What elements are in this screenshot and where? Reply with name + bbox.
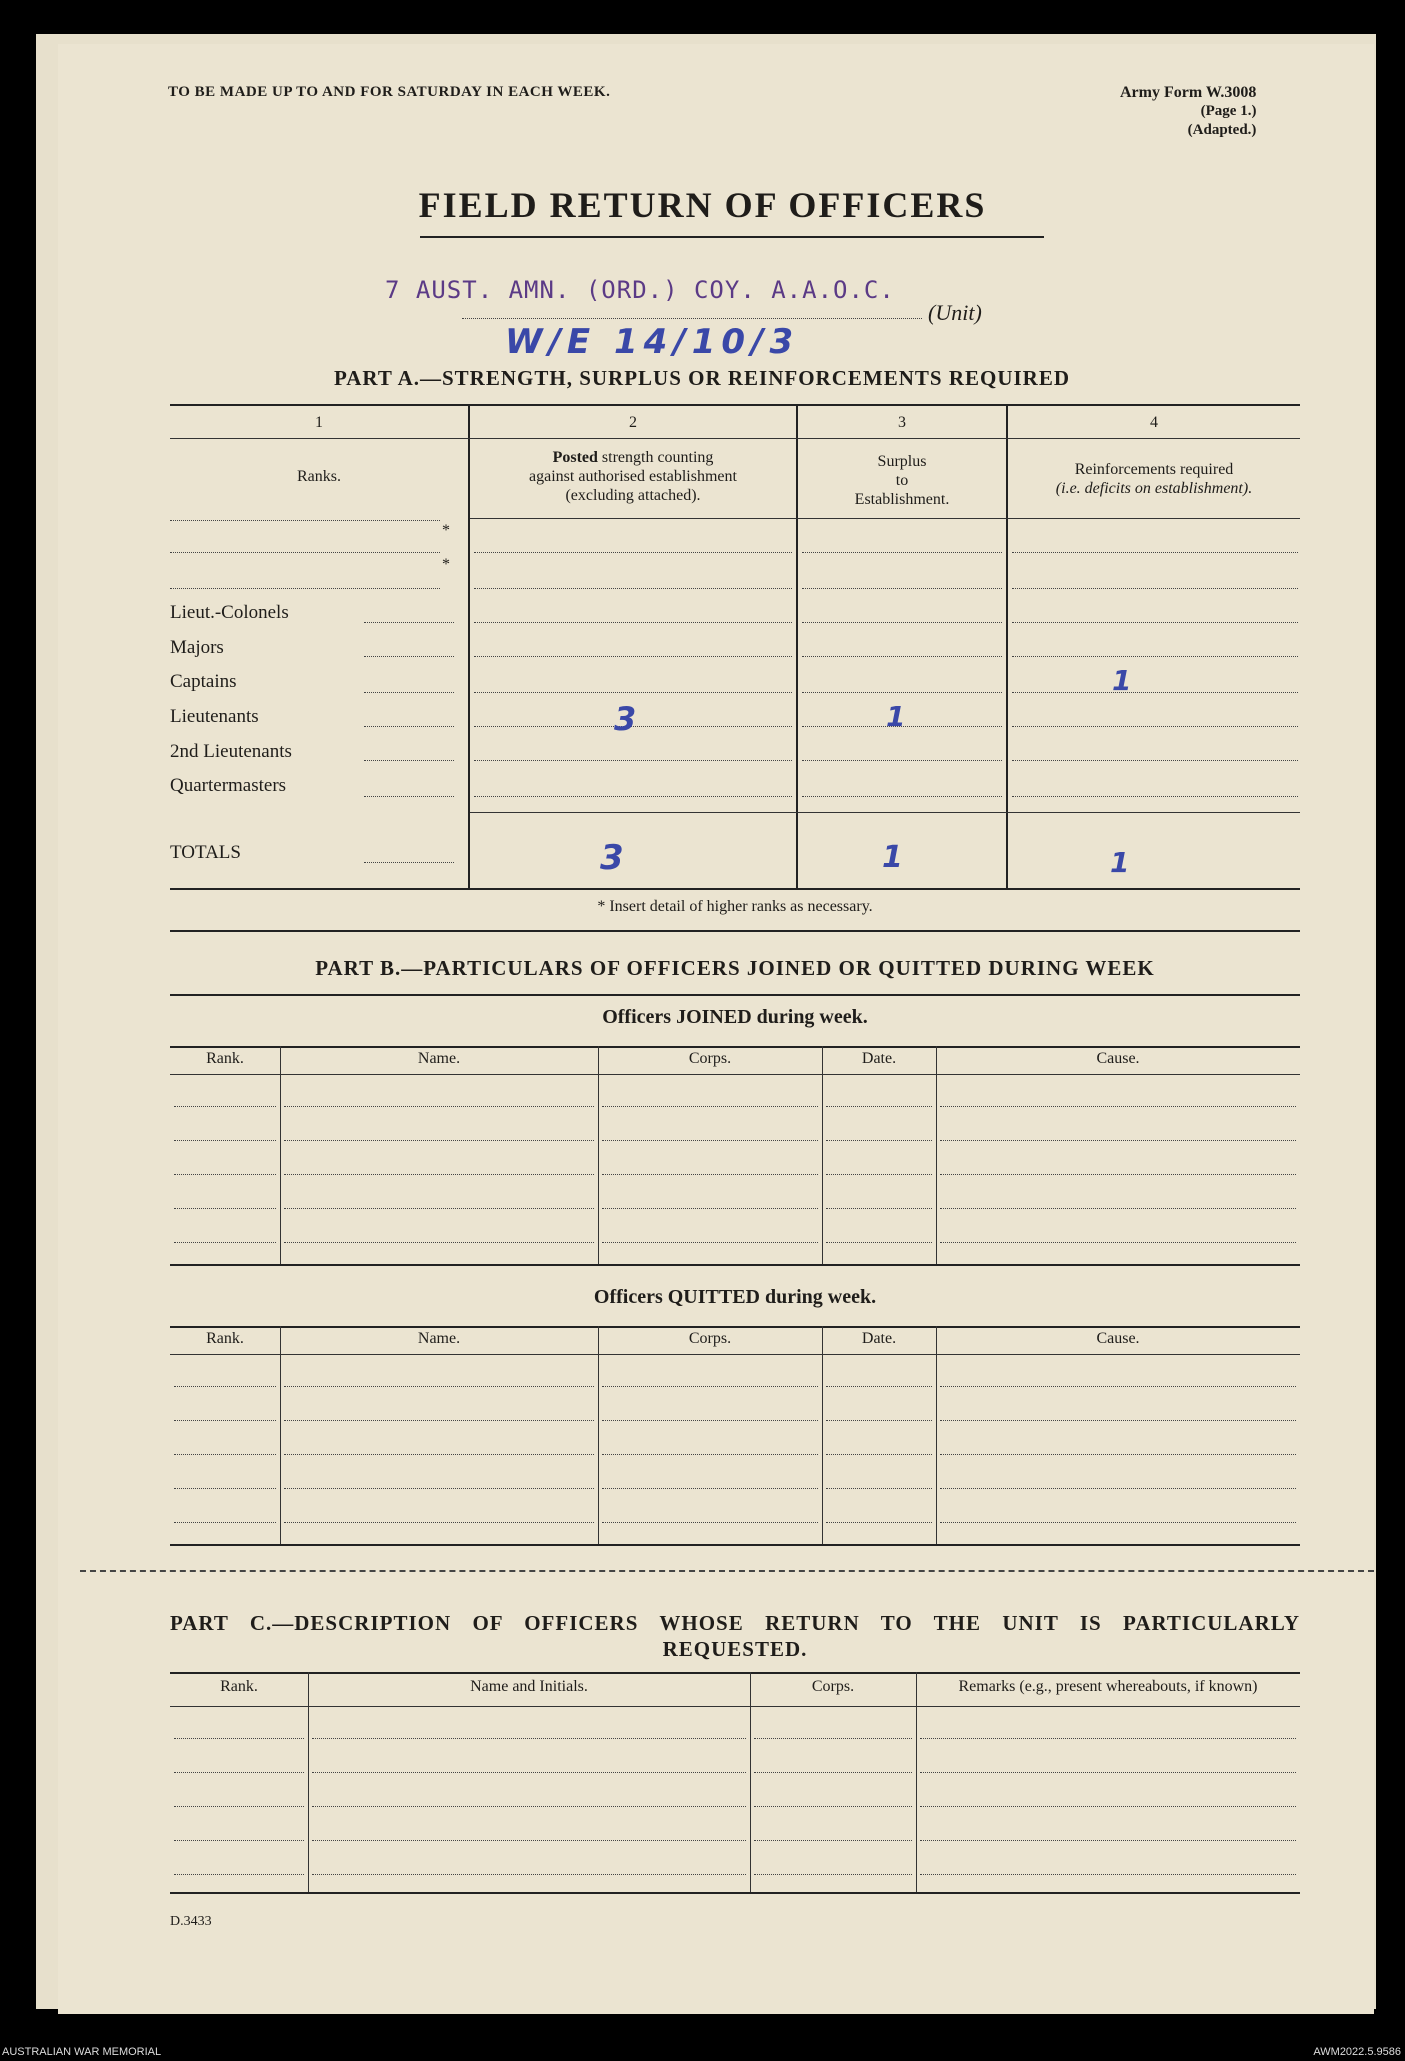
table-dotted-line [602, 1208, 818, 1209]
rank-lieut-colonels: Lieut.-Colonels [170, 602, 289, 623]
posted-dotted-line [802, 656, 1002, 657]
table-dotted-line [312, 1772, 746, 1773]
table-dotted-line [284, 1106, 594, 1107]
cut-line [80, 1570, 1374, 1572]
table-dotted-line [602, 1106, 818, 1107]
table-header-rule [170, 1354, 1300, 1355]
posted-dotted-line [1012, 622, 1298, 623]
posted-dotted-line [802, 588, 1002, 589]
table-dotted-line [754, 1738, 912, 1739]
unit-stamp: 7 AUST. AMN. (ORD.) COY. A.A.O.C. [385, 276, 895, 304]
table-dotted-line [940, 1208, 1296, 1209]
posted-dotted-line [474, 552, 792, 553]
table-dotted-line [920, 1840, 1296, 1841]
table-dotted-line [174, 1140, 276, 1141]
table-dotted-line [174, 1488, 276, 1489]
rank-dotted-line [170, 552, 440, 553]
col-number: 3 [898, 414, 906, 431]
table-dotted-line [826, 1420, 932, 1421]
quitted-table-bottom-rule [170, 1544, 1300, 1546]
table-dotted-line [940, 1420, 1296, 1421]
table-dotted-line [826, 1208, 932, 1209]
rank-leader-dots [364, 692, 454, 693]
table-column-divider [822, 1326, 823, 1544]
table-dotted-line [174, 1874, 304, 1875]
table-column-divider [280, 1326, 281, 1544]
col-header-reinforcements: Reinforcements required (i.e. deficits on establishment). [1055, 461, 1253, 497]
table-dotted-line [312, 1738, 746, 1739]
table-dotted-line [312, 1874, 746, 1875]
part-b-top-rule [170, 994, 1300, 996]
table-dotted-line [754, 1806, 912, 1807]
instruction-text: TO BE MADE UP TO AND FOR SATURDAY IN EACH WEEK. [168, 84, 611, 100]
table-column-divider [916, 1672, 917, 1892]
rank-leader-dots [364, 656, 454, 657]
star-marker: * [442, 556, 450, 573]
page-title: FIELD RETURN OF OFFICERS [418, 185, 987, 225]
col-header-ranks: Ranks. [297, 468, 341, 485]
totals-surplus-value: 1 [882, 840, 903, 875]
col-header-rank: Rank. [206, 1330, 244, 1347]
table-dotted-line [284, 1242, 594, 1243]
col-header-name: Name. [417, 1330, 461, 1347]
table-dotted-line [174, 1454, 276, 1455]
credit-right: AWM2022.5.9586 [1313, 2046, 1401, 2058]
unit-label: (Unit) [928, 300, 982, 325]
posted-dotted-line [474, 656, 792, 657]
posted-dotted-line [474, 622, 792, 623]
posted-dotted-line [1012, 692, 1298, 693]
col-header-date: Date. [861, 1050, 897, 1067]
table-dotted-line [174, 1208, 276, 1209]
col-number: 1 [315, 414, 323, 431]
table-dotted-line [826, 1488, 932, 1489]
table-dotted-line [940, 1140, 1296, 1141]
totals-posted-value: 3 [600, 838, 624, 878]
table-dotted-line [602, 1242, 818, 1243]
posted-bold: Posted [552, 449, 598, 466]
posted-dotted-line [802, 760, 1002, 761]
table-dotted-line [174, 1522, 276, 1523]
table-header-rule [170, 1074, 1300, 1075]
table-dotted-line [284, 1174, 594, 1175]
rank-2nd-lieutenants: 2nd Lieutenants [170, 741, 292, 762]
table-column-divider [598, 1046, 599, 1264]
part-b-title: PART B.—PARTICULARS OF OFFICERS JOINED OR QUITTED DURING WEEK [315, 956, 1155, 980]
table-dotted-line [920, 1806, 1296, 1807]
col-header-posted [470, 448, 796, 505]
form-page: (Page 1.) [1200, 103, 1257, 119]
table-dotted-line [284, 1208, 594, 1209]
table-dotted-line [602, 1386, 818, 1387]
table-dotted-line [602, 1174, 818, 1175]
rank-quartermasters: Quartermasters [170, 775, 287, 796]
posted-dotted-line [1012, 760, 1298, 761]
posted-dotted-line [1012, 588, 1298, 589]
table-dotted-line [174, 1806, 304, 1807]
week-ending-handwriting: W/E 14/10/3 [505, 322, 800, 362]
table-dotted-line [826, 1522, 932, 1523]
posted-dotted-line [802, 692, 1002, 693]
col-header-name-initials: Name and Initials. [470, 1678, 588, 1695]
rank-captains: Captains [170, 671, 237, 692]
table-dotted-line [940, 1174, 1296, 1175]
table-dotted-line [826, 1174, 932, 1175]
table-dotted-line [826, 1386, 932, 1387]
table-dotted-line [174, 1174, 276, 1175]
part-a-header-rule [470, 518, 1300, 519]
table-dotted-line [284, 1140, 594, 1141]
part-a-number-rule [170, 438, 1300, 439]
col-header-corps: Corps. [688, 1050, 732, 1067]
table-dotted-line [940, 1106, 1296, 1107]
rank-lieutenants: Lieutenants [170, 706, 259, 727]
rank-leader-dots [364, 726, 454, 727]
form-adapted: (Adapted.) [1187, 122, 1257, 138]
col-number: 2 [629, 414, 637, 431]
rank-dotted-line [170, 588, 440, 589]
col-header-cause: Cause. [1096, 1050, 1140, 1067]
credit-left: AUSTRALIAN WAR MEMORIAL [2, 2046, 162, 2058]
table-dotted-line [826, 1140, 932, 1141]
joined-table-bottom-rule [170, 1264, 1300, 1266]
table-column-divider [750, 1672, 751, 1892]
joined-title: Officers JOINED during week. [602, 1006, 868, 1028]
table-dotted-line [284, 1488, 594, 1489]
table-dotted-line [754, 1840, 912, 1841]
table-dotted-line [174, 1420, 276, 1421]
table-column-divider [936, 1046, 937, 1264]
table-dotted-line [174, 1386, 276, 1387]
col-header-rank: Rank. [206, 1050, 244, 1067]
rank-majors: Majors [170, 637, 224, 658]
col-header-corps: Corps. [688, 1330, 732, 1347]
form-identifier [1120, 84, 1256, 140]
table-dotted-line [174, 1738, 304, 1739]
table-dotted-line [826, 1454, 932, 1455]
posted-text-1: strength counting [601, 449, 714, 466]
quitted-table-top-rule [170, 1326, 1300, 1328]
rank-leader-dots [364, 622, 454, 623]
posted-dotted-line [474, 760, 792, 761]
part-a-top-rule [170, 404, 1300, 406]
table-column-divider [822, 1046, 823, 1264]
posted-dotted-line [802, 622, 1002, 623]
totals-top-rule [470, 812, 1300, 813]
col-number: 4 [1150, 414, 1158, 431]
posted-text-3: (excluding attached). [565, 487, 701, 504]
table-dotted-line [602, 1488, 818, 1489]
table-dotted-line [174, 1106, 276, 1107]
totals-reinforcements-value: 1 [1110, 846, 1130, 879]
unit-dotted-line [462, 318, 922, 319]
table-column-divider [598, 1326, 599, 1544]
table-dotted-line [174, 1242, 276, 1243]
captains-reinforcements-value: 1 [1112, 664, 1132, 697]
posted-dotted-line [1012, 656, 1298, 657]
rank-leader-dots [364, 862, 454, 863]
table-dotted-line [940, 1386, 1296, 1387]
table-dotted-line [284, 1420, 594, 1421]
lieutenants-surplus-value: 1 [886, 700, 906, 733]
part-c-top-rule [170, 1672, 1300, 1674]
part-a-title: PART A.—STRENGTH, SURPLUS OR REINFORCEMENTS REQUIRED [334, 366, 1071, 390]
col-header-cause: Cause. [1096, 1330, 1140, 1347]
table-dotted-line [826, 1242, 932, 1243]
part-a-footnote: * Insert detail of higher ranks as necessary. [597, 898, 873, 915]
quitted-title: Officers QUITTED during week. [593, 1286, 877, 1308]
part-a-bottom-rule [170, 888, 1300, 890]
table-dotted-line [312, 1840, 746, 1841]
joined-table-top-rule [170, 1046, 1300, 1048]
part-c-title: PART C.—DESCRIPTION OF OFFICERS WHOSE RETURN TO THE UNIT IS PARTICULARLY REQUESTED. [170, 1611, 1300, 1661]
col-header-corps: Corps. [811, 1678, 855, 1695]
table-dotted-line [920, 1738, 1296, 1739]
table-dotted-line [826, 1106, 932, 1107]
posted-dotted-line [802, 552, 1002, 553]
star-marker: * [442, 522, 450, 539]
lieutenants-posted-value: 3 [614, 700, 637, 738]
table-dotted-line [920, 1874, 1296, 1875]
table-dotted-line [284, 1454, 594, 1455]
table-dotted-line [312, 1806, 746, 1807]
table-dotted-line [174, 1840, 304, 1841]
posted-dotted-line [1012, 552, 1298, 553]
table-dotted-line [602, 1522, 818, 1523]
posted-dotted-line [474, 796, 792, 797]
totals-label: TOTALS [170, 842, 241, 863]
table-column-divider [936, 1326, 937, 1544]
col-header-remarks: Remarks (e.g., present whereabouts, if known) [958, 1678, 1258, 1695]
col-header-name: Name. [417, 1050, 461, 1067]
table-dotted-line [602, 1454, 818, 1455]
rank-leader-dots [364, 760, 454, 761]
form-code: D.3433 [170, 1914, 212, 1929]
table-header-rule [170, 1706, 1300, 1707]
posted-dotted-line [474, 692, 792, 693]
table-dotted-line [754, 1874, 912, 1875]
posted-dotted-line [1012, 796, 1298, 797]
table-dotted-line [284, 1522, 594, 1523]
col-header-rank: Rank. [220, 1678, 258, 1695]
rank-dotted-line [170, 520, 440, 521]
table-dotted-line [754, 1772, 912, 1773]
posted-dotted-line [1012, 726, 1298, 727]
table-column-divider [280, 1046, 281, 1264]
part-c-bottom-rule [170, 1892, 1300, 1894]
table-dotted-line [920, 1772, 1296, 1773]
table-dotted-line [284, 1386, 594, 1387]
col-header-surplus: Surplus to Establishment. [854, 453, 950, 508]
table-column-divider [308, 1672, 309, 1892]
table-dotted-line [940, 1522, 1296, 1523]
posted-dotted-line [802, 796, 1002, 797]
title-underline [420, 236, 1044, 238]
part-a-end-rule [170, 930, 1300, 932]
form-number: Army Form W.3008 [1120, 84, 1257, 101]
posted-text-2: against authorised establishment [529, 468, 737, 485]
table-dotted-line [940, 1242, 1296, 1243]
rank-leader-dots [364, 796, 454, 797]
table-dotted-line [602, 1420, 818, 1421]
table-dotted-line [602, 1140, 818, 1141]
table-dotted-line [174, 1772, 304, 1773]
table-dotted-line [940, 1488, 1296, 1489]
col-header-date: Date. [861, 1330, 897, 1347]
posted-dotted-line [474, 588, 792, 589]
table-dotted-line [940, 1454, 1296, 1455]
